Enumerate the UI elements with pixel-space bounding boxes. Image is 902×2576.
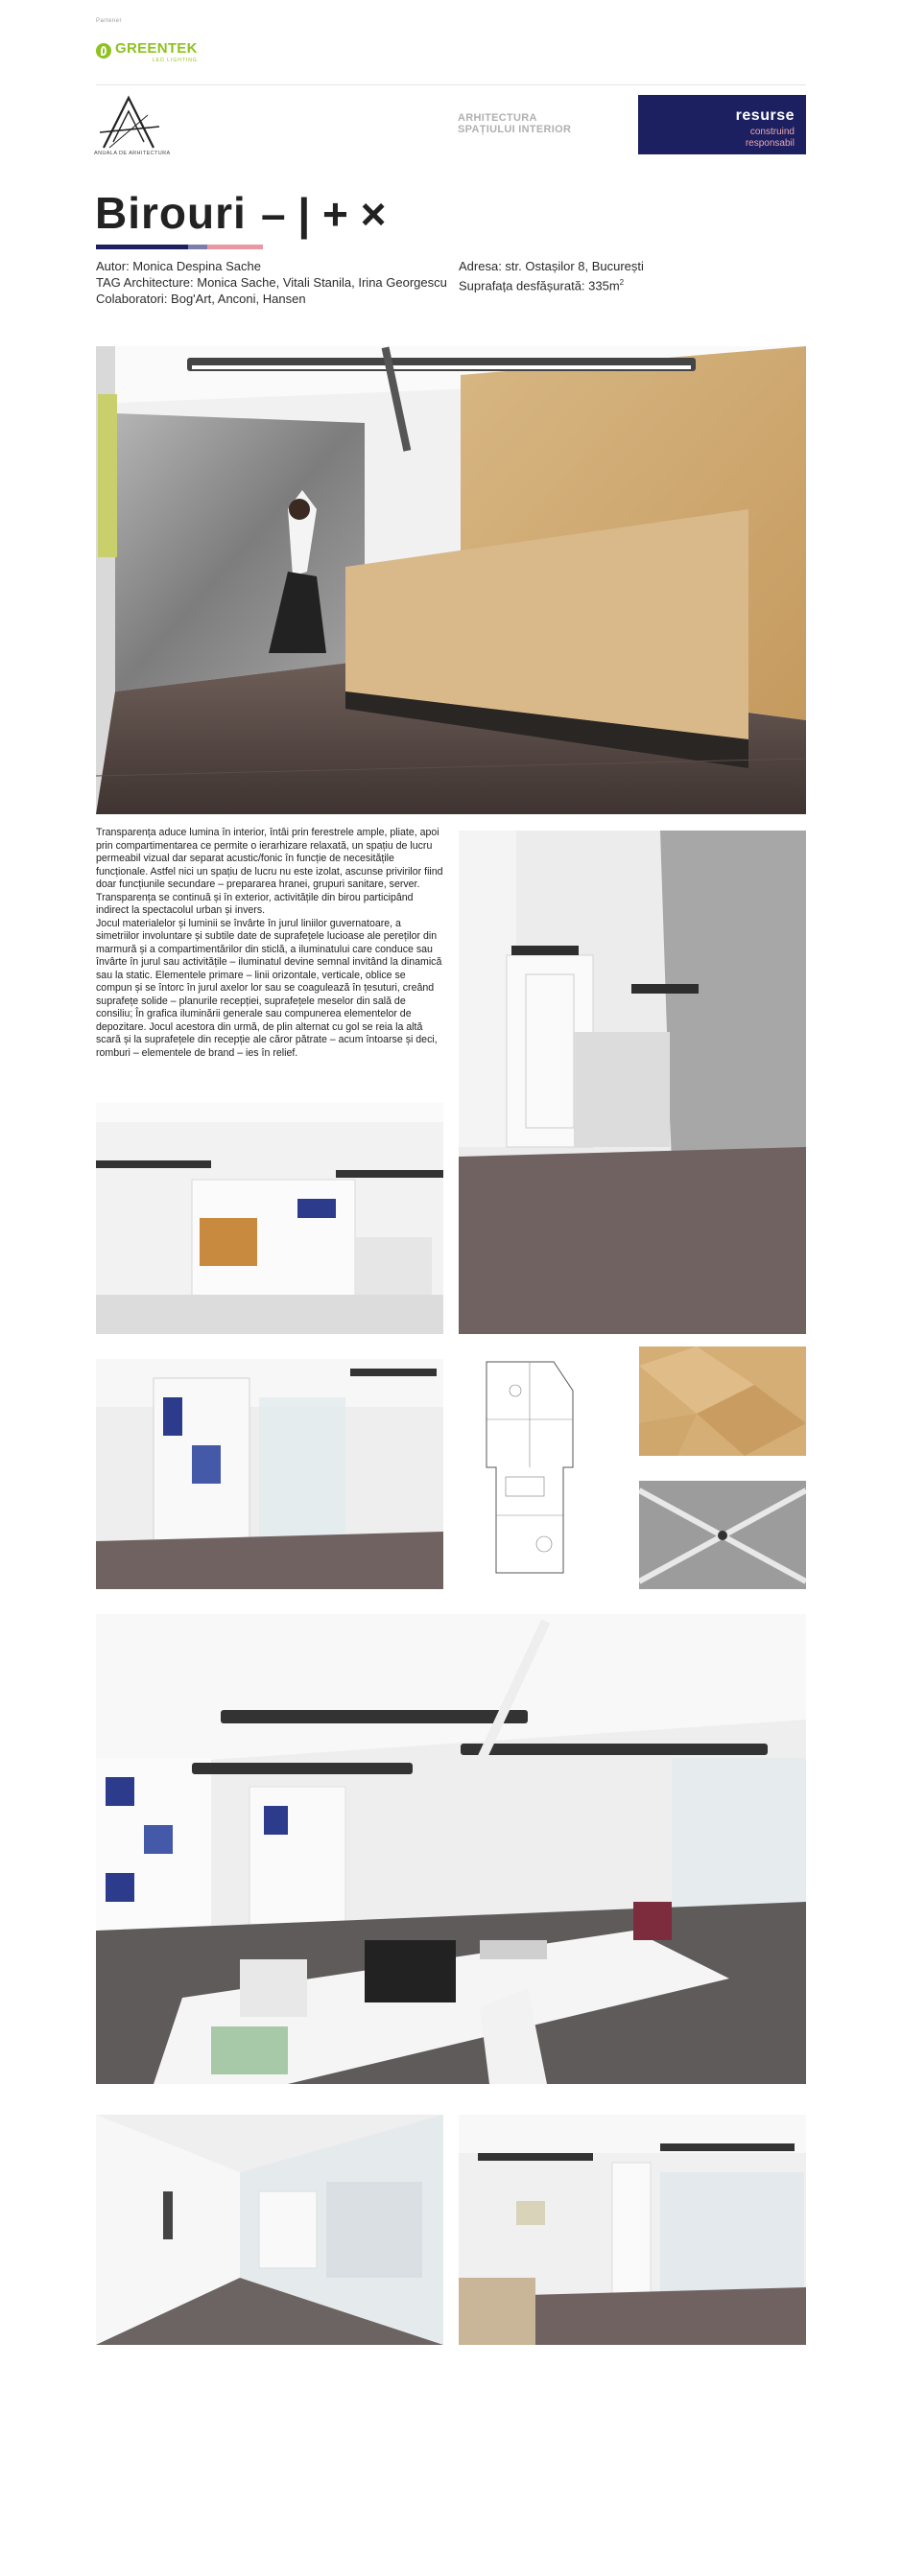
resurse-line1: construind (749, 127, 795, 137)
photo-corridor-marble (459, 831, 806, 1334)
meta-area (459, 275, 624, 293)
resurse-line2: responsabil (745, 138, 795, 149)
stripe-navy (96, 245, 188, 249)
photo-light-detail (639, 1481, 806, 1589)
paragraph-2: Jocul materialelor și luminii se învârte în jurul liniilor guvernatoare, a simetriilor involuntare și subtile date de suprafețele lucioase ale pereților din marmură și a compartimentărilor din sticlă, a iluminatului care conduce sau învârte în jurul sau activitățile – iluminatul devine semnal invitând la dinamică sau la static. Elementele primare – linii orizontale, verticale, oblice se compun și se întorc în jurul axelor lor sau se coagulează în țesuturi, creând suprafețe solide – planurile recepției, suprafețele meselor din sală de consiliu; În grafica iluminării generale sau compunerea elementelor de depozitare. Jocul acestora din urmă, de plin alternat cu gol se reia la altă scară și la suprafețele din recepție ale căror pătrate – acum întoarse și deci, romburi – elementele de brand – ies în relief. (96, 917, 442, 1059)
photo-meeting-glass (459, 2115, 806, 2345)
meta-team: TAG Architecture: Monica Sache, Vitali Stanila, Irina Georgescu (96, 275, 447, 290)
article-body (96, 827, 443, 1060)
stripe-pink (207, 245, 263, 249)
photo-open-office (96, 1614, 806, 2084)
photo-shelves (96, 1103, 443, 1334)
sponsor-tagline: LED LIGHTING (153, 58, 198, 63)
resurse-banner[interactable] (638, 95, 806, 154)
sponsor-name: GREENTEK (115, 40, 198, 57)
header-divider (96, 84, 806, 85)
photo-corridor-glass (96, 2115, 443, 2345)
anuala-logo[interactable] (96, 94, 163, 159)
resurse-logo: resurse (735, 107, 795, 124)
sponsor-label: Partener (96, 18, 123, 24)
leaf-icon (96, 43, 111, 59)
greentek-logo[interactable] (96, 41, 198, 66)
title-stripes (96, 245, 263, 249)
meta-area-unit-sup: 2 (619, 278, 625, 287)
photo-library-glass (96, 1359, 443, 1589)
photo-wood-detail (639, 1347, 806, 1456)
logo-caption: ANUALA DE ARHITECTURA (94, 151, 171, 156)
title-symbols: – | + × (261, 189, 387, 239)
meta-author: Autor: Monica Despina Sache (96, 259, 261, 273)
section-title: ARHITECTURA SPAȚIULUI INTERIOR (458, 112, 572, 135)
photo-reception (96, 346, 806, 814)
paragraph-1: Transparența aduce lumina în interior, întâi prin ferestrele ample, pliate, apoi prin compartimentarea ce permite o ierarhizare relaxată, un spațiu de lucru permeabil vizual dar separat acustic/fonic în funcție de necesitățile funcționale. Astfel nici un spațiu de lucru nu este izolat, ascunse privirilor fiind doar funcțiunile secundare – prepararea hranei, grupuri sanitare, server. Transparența se continuă și în exterior, activitățile din birou participând indirect la spectacolul urban și invers. (96, 827, 443, 916)
floor-plan (477, 1352, 584, 1582)
page-title: Birouri (95, 188, 247, 238)
meta-collaborators: Colaboratori: Bog'Art, Anconi, Hansen (96, 292, 306, 306)
meta-area-value: Suprafața desfășurată: 335m (459, 278, 620, 293)
meta-address: Adresa: str. Ostașilor 8, București (459, 259, 644, 273)
stripe-lilac (188, 245, 207, 249)
